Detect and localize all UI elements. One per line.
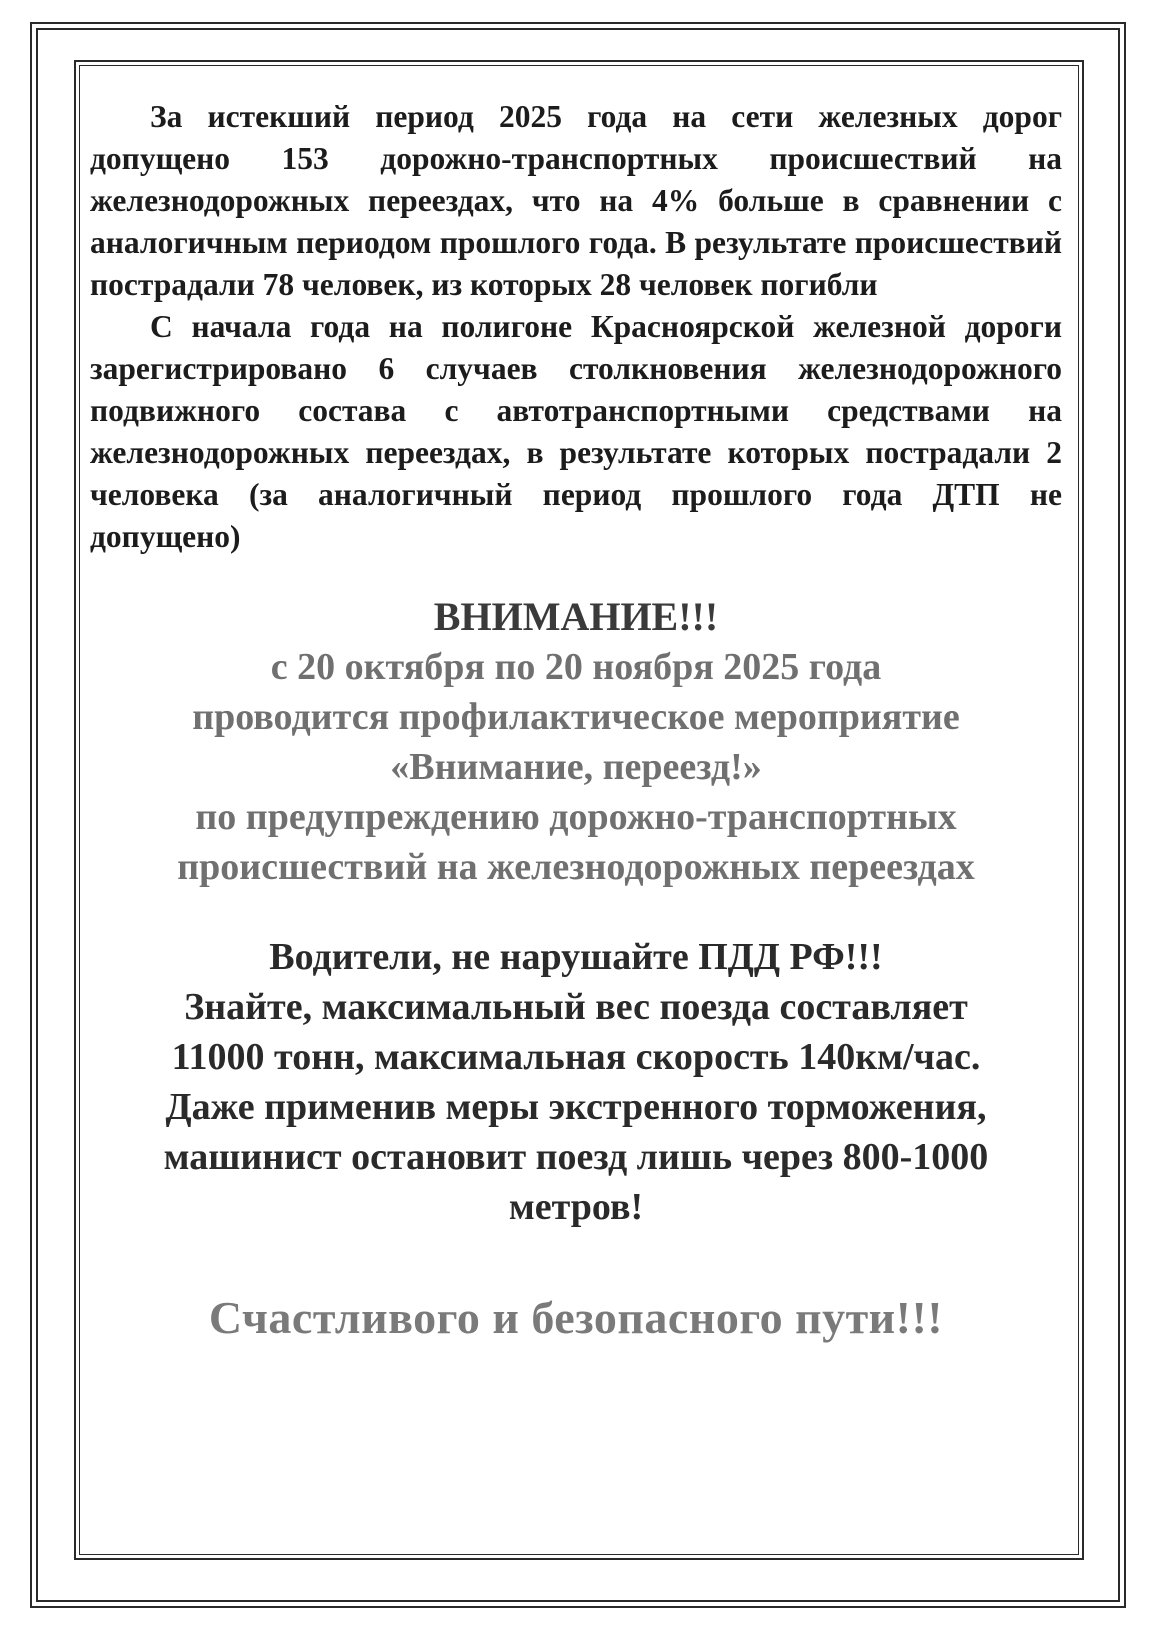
- drivers-warning-line-braking: Даже применив меры экстренного торможения,: [165, 1086, 987, 1128]
- document-body: [90, 96, 1062, 1346]
- attention-purpose-line-1: по предупреждению дорожно-транспортных: [195, 796, 957, 838]
- statistics-paragraph-network: За истекший период 2025 года на сети железных дорог допущено 153 дорожно-транспортных происшествий на железнодорожных переездах, что на 4% больше в сравнении с аналогичным периодом прошлого года. В результате происшествий пострадали 78 человек, из которых 28 человек погибли: [90, 99, 1062, 302]
- attention-dates: с 20 октября по 20 ноября 2025 года: [270, 646, 882, 688]
- attention-event-description: проводится профилактическое мероприятие: [192, 696, 960, 738]
- drivers-warning-heading: Водители, не нарушайте ПДД РФ!!!: [269, 936, 883, 978]
- drivers-warning-line-speed: 11000 тонн, максимальная скорость 140км/час.: [171, 1036, 981, 1078]
- statistics-paragraph-krasnoyarsk: С начала года на полигоне Красноярской железной дороги зарегистрировано 6 случаев столкновения железнодорожного подвижного состава с автотранспортными средствами на железнодорожных переездах, в результате которых пострадали 2 человека (за аналогичный период прошлого года ДТП не допущено): [90, 309, 1062, 554]
- attention-block: [90, 592, 1062, 892]
- farewell-message: Счастливого и безопасного пути!!!: [208, 1292, 944, 1343]
- drivers-warning-line-weight: Знайте, максимальный вес поезда составляет: [184, 986, 968, 1028]
- attention-title: ВНИМАНИЕ!!!: [433, 594, 719, 639]
- drivers-warning-line-end: метров!: [508, 1186, 644, 1228]
- attention-purpose-line-2: происшествий на железнодорожных переездах: [177, 846, 975, 888]
- drivers-warning-block: [90, 932, 1062, 1232]
- drivers-warning-line-distance: машинист остановит поезд лишь через 800-1000: [163, 1136, 989, 1178]
- attention-event-name: «Внимание, переезд!»: [390, 746, 762, 788]
